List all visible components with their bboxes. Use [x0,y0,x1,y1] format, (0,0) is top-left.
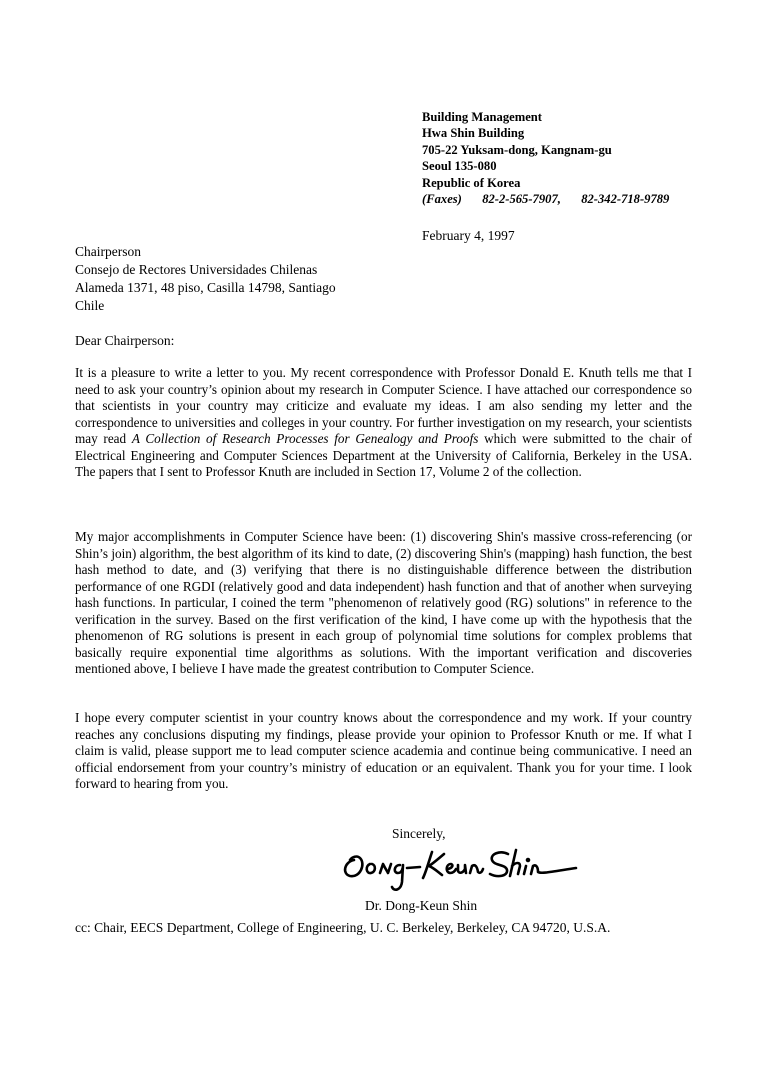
paragraph-1-text-a: It is a pleasure to write a letter to you. My recent correspondence with Professor Donald E. Knuth tells me that I need to ask your country’s opinion about my research in Computer Science. I have attached our correspondence so that scientists in your country may criticize and evaluate my ideas. I am also sending my letter and the correspondence to universities and colleges in your country. For further investigation on my research, your scientists may read [75,365,692,446]
recipient-line-1: Chairperson [75,244,141,259]
handwritten-signature [340,838,600,896]
sender-line-4: Seoul 135-080 [422,159,497,174]
closing: Sincerely, [392,826,446,841]
fax-number-1: 82-2-565-7907, [482,192,561,207]
paragraph-1-text-b: which were submitted to the chair of Electrical Engineering and Computer Sciences Department at the University of California, Berkeley in the USA. The papers that I sent to Professor Knuth are included in Section 17, Volume 2 of the collection. [75,431,693,479]
letter-date: February 4, 1997 [422,228,515,243]
signer-name: Dr. Dong-Keun Shin [365,898,478,913]
salutation: Dear Chairperson: [75,333,175,348]
recipient-line-4: Chile [75,298,105,313]
recipient-line-2: Consejo de Rectores Universidades Chilenas [75,262,318,277]
body-paragraph-2: My major accomplishments in Computer Science have been: (1) discovering Shin's massive cross-referencing (or Shin’s join) algorithm, the best algorithm of its kind to date, (2) discovering Shin's (mapping) hash function, the best hash method to date, and (3) verifying that there is no distinguishable difference between the distribution performance of one RGDI (relatively good and data independent) hash function and that of another when surveying hash functions. In particular, I coined the term "phenomenon of relatively good (RG) solutions" in reference to the verification in the survey. Based on the first verification of the kind, I have come up with the hypothesis that the phenomenon of RG solutions is present in each group of polynomial time solutions for complex problems that basically require exponential time algorithms as solutions. With the important verification and discoveries mentioned above, I believe I have made the greatest contribution to Computer Science. [75,529,692,676]
sender-line-1: Building Management [422,110,543,124]
sender-line-3: 705-22 Yuksam-dong, Kangnam-gu [422,142,612,157]
book-title: A Collection of Research Processes for Genealogy and Proofs [131,431,479,446]
sender-line-5: Republic of Korea [422,175,521,190]
sender-fax-line [422,191,669,207]
body-paragraph-3: I hope every computer scientist in your country knows about the correspondence and my work. If your country reaches any conclusions disputing my findings, please provide your opinion to Professor Knuth or me. If what I claim is valid, please support me to lead computer science academia and continue being communicative. I need an official endorsement from your country’s ministry of education or an equivalent. Thank you for your time. I look forward to hearing from you. [75,710,692,791]
recipient-address-block [75,243,336,315]
body-paragraph-1 [75,365,692,481]
sender-line-2: Hwa Shin Building [422,126,525,141]
fax-label: (Faxes) [422,192,462,207]
cc-line: cc: Chair, EECS Department, College of Engineering, U. C. Berkeley, Berkeley, CA 94720, U.S.A. [75,920,611,935]
sender-address-block [422,109,669,207]
fax-number-2: 82-342-718-9789 [581,192,670,207]
recipient-line-3: Alameda 1371, 48 piso, Casilla 14798, Santiago [75,280,336,295]
